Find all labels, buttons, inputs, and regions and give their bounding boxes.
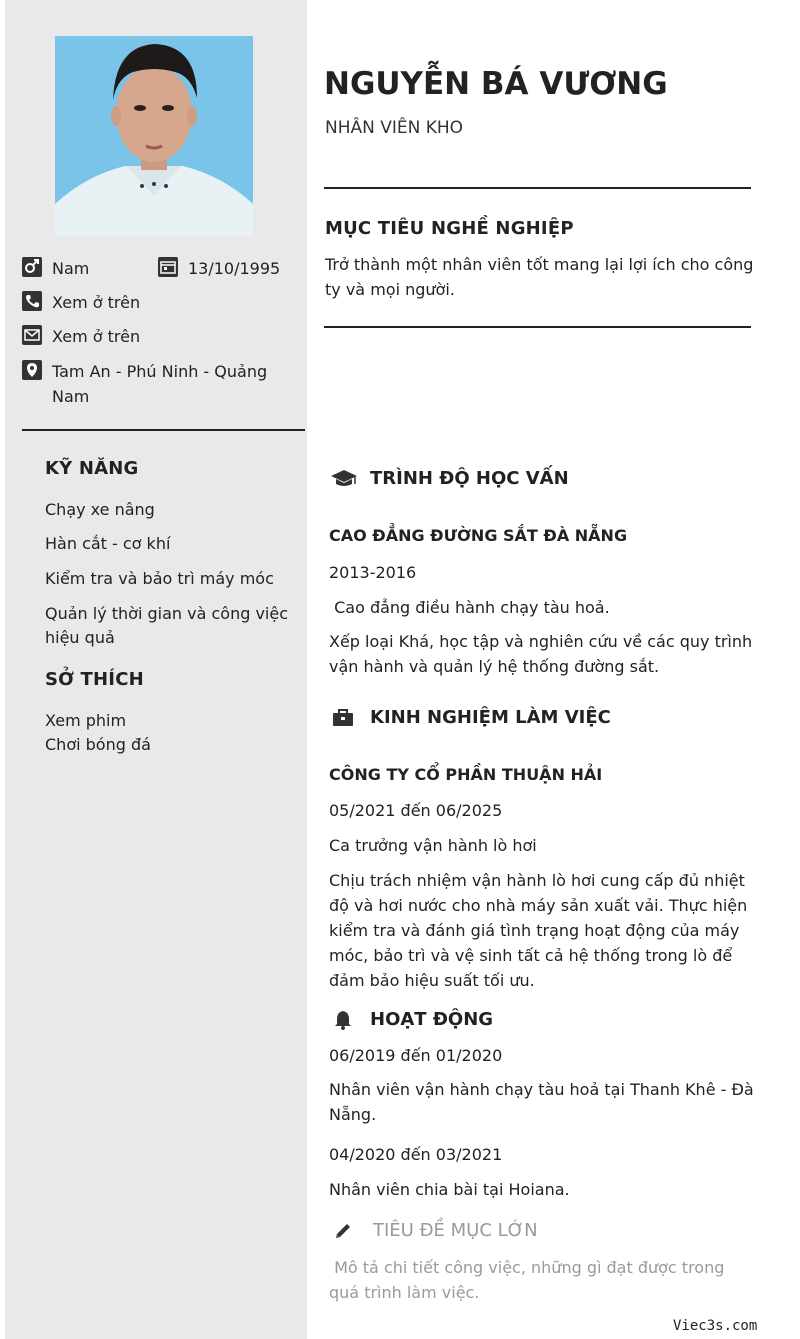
experience-title: KINH NGHIỆM LÀM VIỆC <box>370 707 611 728</box>
experience-company: CÔNG TY CỔ PHẦN THUẬN HẢI <box>329 765 603 784</box>
activity-period: 06/2019 đến 01/2020 <box>329 1046 503 1065</box>
education-school: CAO ĐẲNG ĐƯỜNG SẮT ĐÀ NẴNG <box>329 526 628 545</box>
education-years: 2013-2016 <box>329 563 417 582</box>
bell-icon <box>334 1010 352 1030</box>
address-text: Tam An - Phú Ninh - Quảng Nam <box>52 362 268 406</box>
objective-text: Trở thành một nhân viên tốt mang lại lợi ích cho công ty và mọi người. <box>325 255 754 299</box>
graduation-cap-icon <box>330 468 358 488</box>
education-description: Xếp loại Khá, học tập và nghiên cứu về các quy trình vận hành và quản lý hệ thống đường sắt. <box>329 632 753 676</box>
birthdate-text: 13/10/1995 <box>188 259 281 278</box>
gender-text: Nam <box>52 259 90 278</box>
skill-item: Chạy xe nâng <box>45 500 155 519</box>
activity-text: Nhân viên vận hành chạy tàu hoả tại Thanh Khê - Đà Nẵng. <box>329 1080 754 1124</box>
location-icon <box>22 360 42 380</box>
activities-title: HOẠT ĐỘNG <box>370 1009 494 1030</box>
hobby-item: Xem phim <box>45 711 127 730</box>
email-text: Xem ở trên <box>52 327 141 346</box>
objective-divider <box>324 326 751 328</box>
education-title: TRÌNH ĐỘ HỌC VẤN <box>370 468 569 489</box>
calendar-icon <box>158 257 178 277</box>
candidate-position: NHÂN VIÊN KHO <box>325 118 464 138</box>
skills-title: KỸ NĂNG <box>45 458 139 479</box>
objective-title: MỤC TIÊU NGHỀ NGHIỆP <box>325 218 574 239</box>
skill-item: Hàn cắt - cơ khí <box>45 534 171 553</box>
experience-period: 05/2021 đến 06/2025 <box>329 801 503 820</box>
gender-icon <box>22 257 42 277</box>
education-major: Cao đẳng điều hành chạy tàu hoả. <box>329 598 610 617</box>
skill-item: Kiểm tra và bảo trì máy móc <box>45 569 274 588</box>
phone-text: Xem ở trên <box>52 293 141 312</box>
experience-role: Ca trưởng vận hành lò hơi <box>329 836 537 855</box>
email-icon <box>22 325 42 345</box>
header-divider <box>324 187 751 189</box>
briefcase-icon <box>332 708 354 728</box>
sidebar-divider <box>22 429 305 431</box>
activity-text: Nhân viên chia bài tại Hoiana. <box>329 1180 570 1199</box>
experience-description: Chịu trách nhiệm vận hành lò hơi cung cấp đủ nhiệt độ và hơi nước cho nhà máy sản xuất vải. Thực hiện kiểm tra và đánh giá tình trạng hoạt động của máy móc, bảo trì và vệ sinh tất cả hệ thống trong lò để đảm bảo hiệu suất tối ưu. <box>329 871 748 990</box>
watermark: Viec3s.com <box>673 1318 758 1334</box>
placeholder-section-title: TIÊU ĐỀ MỤC LỚN <box>373 1220 538 1241</box>
profile-photo <box>55 36 253 236</box>
candidate-name: NGUYỄN BÁ VƯƠNG <box>324 66 668 102</box>
hobby-item: Chơi bóng đá <box>45 735 151 754</box>
activity-period: 04/2020 đến 03/2021 <box>329 1145 503 1164</box>
skill-item: Quản lý thời gian và công việc hiệu quả <box>45 604 289 647</box>
placeholder-section-text: Mô tả chi tiết công việc, những gì đạt được trong quá trình làm việc. <box>329 1258 730 1302</box>
hobbies-title: SỞ THÍCH <box>45 669 144 690</box>
phone-icon <box>22 291 42 311</box>
pencil-icon <box>333 1221 353 1241</box>
